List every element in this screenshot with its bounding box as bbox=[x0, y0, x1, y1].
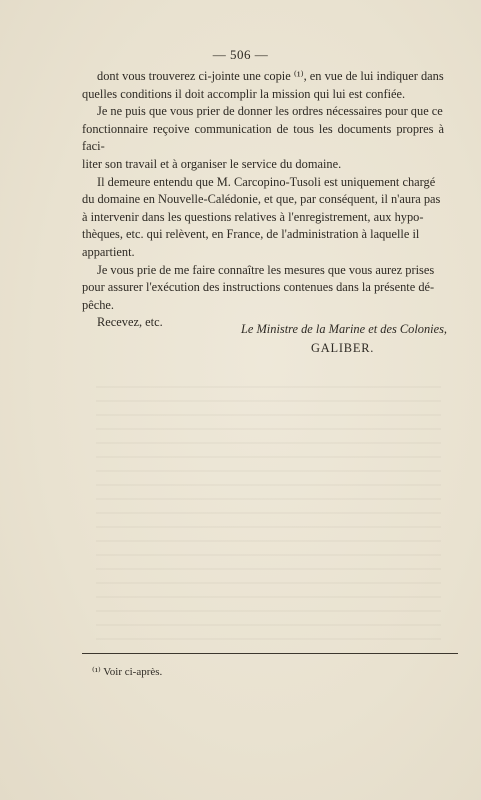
paragraph-1 bbox=[82, 68, 444, 103]
text-line: Je ne puis que vous prier de donner les ordres nécessaires pour que ce bbox=[97, 104, 443, 119]
text-line: fonctionnaire reçoive communication de tous les documents propres à faci- bbox=[82, 121, 444, 154]
signature-title: Le Ministre de la Marine et des Colonies, bbox=[241, 322, 448, 336]
show-through-texture bbox=[96, 380, 441, 640]
page-number: — 506 — bbox=[212, 47, 269, 62]
signature-name: GALIBER. bbox=[311, 341, 375, 355]
text-line: quelles conditions il doit accomplir la mission qui lui est confiée. bbox=[82, 86, 406, 101]
paragraph-2 bbox=[82, 103, 444, 173]
text-line: Il demeure entendu que M. Carcopino-Tusoli est uniquement chargé bbox=[97, 174, 436, 189]
text-line: appartient. bbox=[82, 244, 135, 259]
text-line: Recevez, etc. bbox=[97, 315, 163, 330]
text-line: dont vous trouverez ci-jointe une copie ⁽¹⁾, en vue de lui indiquer dans bbox=[97, 69, 444, 83]
text-line: pour assurer l'exécution des instructions contenues dans la présente dé- bbox=[82, 280, 435, 295]
text-line: à intervenir dans les questions relatives à l'enregistrement, aux hypo- bbox=[82, 209, 424, 224]
body-text bbox=[82, 68, 444, 332]
footnote: ⁽¹⁾ Voir ci-après. bbox=[92, 666, 163, 678]
text-line: du domaine en Nouvelle-Calédonie, et que, par conséquent, il n'aura pas bbox=[82, 192, 441, 207]
text-line: Je vous prie de me faire connaître les mesures que vous aurez prises bbox=[97, 262, 435, 277]
text-line: pêche. bbox=[82, 297, 114, 312]
text-line: liter son travail et à organiser le service du domaine. bbox=[82, 156, 342, 171]
text-line: thèques, etc. qui relèvent, en France, de l'administration à laquelle il bbox=[82, 227, 420, 242]
paragraph-3 bbox=[82, 174, 444, 262]
paragraph-4 bbox=[82, 262, 444, 315]
footnote-divider bbox=[82, 653, 458, 654]
